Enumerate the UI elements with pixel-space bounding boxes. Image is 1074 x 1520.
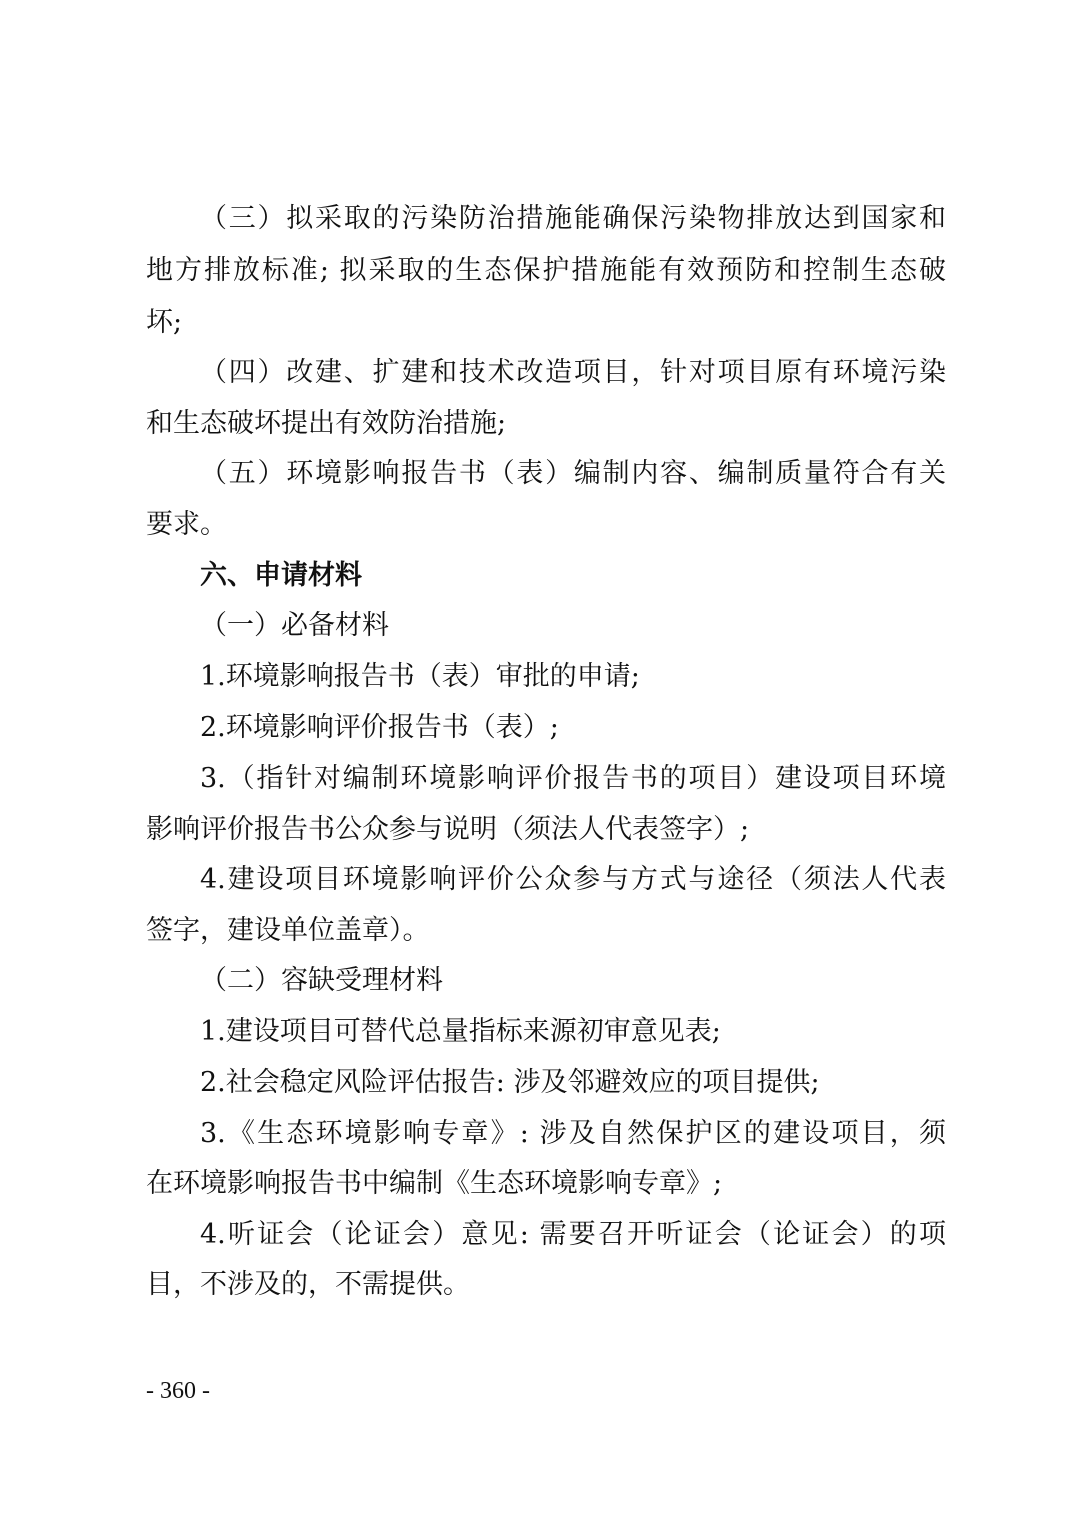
list-item: 4.听证会（论证会）意见: 需要召开听证会（论证会）的项 bbox=[200, 1219, 946, 1250]
paragraph-line: （五）环境影响报告书（表）编制内容、编制质量符合有关 bbox=[200, 458, 946, 489]
paragraph-line: 地方排放标准; 拟采取的生态保护措施能有效预防和控制生态破 bbox=[146, 255, 946, 286]
list-item: 2.社会稳定风险评估报告: 涉及邻避效应的项目提供; bbox=[200, 1067, 820, 1098]
list-item: 3.《生态环境影响专章》: 涉及自然保护区的建设项目，须 bbox=[200, 1118, 946, 1149]
paragraph-line: 和生态破坏提出有效防治措施; bbox=[146, 408, 507, 439]
paragraph-line: 坏; bbox=[146, 307, 183, 338]
list-item-continued: 签字，建设单位盖章）。 bbox=[146, 915, 430, 946]
list-item: 2.环境影响评价报告书（表）; bbox=[200, 712, 559, 743]
subsection-heading: （二）容缺受理材料 bbox=[200, 965, 443, 996]
paragraph-line: （三）拟采取的污染防治措施能确保污染物排放达到国家和 bbox=[200, 203, 946, 234]
paragraph-line: 要求。 bbox=[146, 509, 227, 540]
list-item-continued: 目，不涉及的，不需提供。 bbox=[146, 1269, 470, 1300]
paragraph-line: （四）改建、扩建和技术改造项目，针对项目原有环境污染 bbox=[200, 357, 946, 388]
subsection-heading: （一）必备材料 bbox=[200, 610, 389, 641]
list-item-continued: 影响评价报告书公众参与说明（须法人代表签字）; bbox=[146, 814, 750, 845]
list-item: 3.（指针对编制环境影响评价报告书的项目）建设项目环境 bbox=[200, 763, 946, 794]
page-number: - 360 - bbox=[146, 1378, 210, 1404]
list-item: 1.建设项目可替代总量指标来源初审意见表; bbox=[200, 1016, 721, 1047]
list-item: 4.建设项目环境影响评价公众参与方式与途径（须法人代表 bbox=[200, 864, 946, 895]
section-heading: 六、申请材料 bbox=[200, 560, 362, 591]
list-item-continued: 在环境影响报告书中编制《生态环境影响专章》; bbox=[146, 1168, 723, 1199]
list-item: 1.环境影响报告书（表）审批的申请; bbox=[200, 661, 640, 692]
